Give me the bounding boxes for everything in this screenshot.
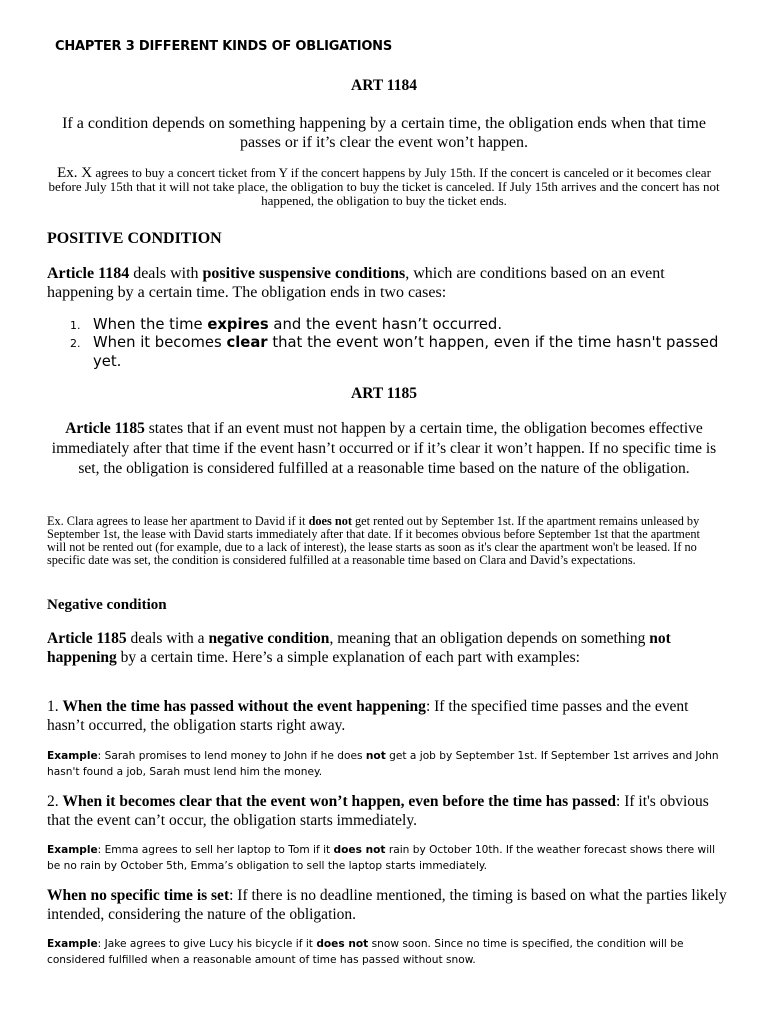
- negative-example-3: Example: Jake agrees to give Lucy his bicycle if it does not snow soon. Since no time is specified, the condition will be considered fulfilled when a reasonable amount of time has passed without snow.: [47, 938, 684, 966]
- article-ref: Article 1185: [65, 420, 145, 437]
- negative-point-3: When no specific time is set: If there is no deadline mentioned, the timing is based on what the parties likely intended, considering the nature of the obligation.: [47, 887, 727, 923]
- list-text: When it becomes clear that the event won’t happen, even if the time hasn't passed yet.: [93, 334, 719, 370]
- art-1184-heading: ART 1184: [351, 77, 417, 94]
- art-1184-summary: If a condition depends on something happening by a certain time, the obligation ends when that time passes or if it’s clear the event won’t happen.: [62, 115, 706, 151]
- negative-point-1: 1. When the time has passed without the event happening: If the specified time passes and the event hasn’t occurred, the obligation starts right away.: [47, 698, 689, 734]
- negative-example-2: Example: Emma agrees to sell her laptop to Tom if it does not rain by October 10th. If the weather forecast shows there will be no rain by October 5th, Emma’s obligation to sell the laptop starts immediately.: [47, 844, 716, 872]
- chapter-title: CHAPTER 3 DIFFERENT KINDS OF OBLIGATIONS: [55, 39, 393, 54]
- list-text: When the time expires and the event hasn’t occurred.: [93, 316, 503, 333]
- list-item: [70, 315, 720, 334]
- term-bold: positive suspensive conditions: [202, 265, 406, 282]
- positive-condition-paragraph: Article 1184 deals with positive suspensive conditions, which are conditions based on an event happening by a certain time. The obligation ends in two cases:: [47, 265, 665, 301]
- negative-condition-heading: Negative condition: [47, 597, 167, 613]
- example-prefix: Ex. X: [57, 165, 93, 181]
- article-ref: Article 1184: [47, 265, 130, 282]
- negative-example-1: Example: Sarah promises to lend money to John if he does not get a job by September 1st. If September 1st arrives and John hasn't found a job, Sarah must lend him the money.: [47, 750, 719, 778]
- list-number: 2.: [70, 337, 81, 350]
- positive-condition-heading: POSITIVE CONDITION: [47, 230, 222, 247]
- art-1184-example: [47, 166, 721, 208]
- art-1185-heading: ART 1185: [351, 385, 417, 402]
- art-1185-example: Ex. Clara agrees to lease her apartment to David if it does not get rented out by September 1st. If the apartment remains unleased by September 1st, the lease with David starts immediately after that date. If it becomes obvious before September 1st that the apartment will not be rented out (for example, due to a lack of interest), the lease starts as soon as it's clear the apartment won't be leased. If no specific date was set, the condition is considered fulfilled at a reasonable time based on Clara and David’s expectations.: [47, 514, 700, 567]
- list-item: [70, 333, 720, 371]
- example-text: agrees to buy a concert ticket from Y if the concert happens by July 15th. If the concert is canceled or it becomes clear before July 15th that it will not take place, the obligation to buy the ticket is canceled. If July 15th arrives and the concert has not happened, the obligation to buy the ticket ends.: [48, 165, 720, 208]
- art-1185-summary: Article 1185 states that if an event must not happen by a certain time, the obligation becomes effective immediately after that time if the event hasn’t occurred or if it’s clear it won’t happen. If no specific time is set, the obligation is considered fulfilled at a reasonable time based on the nature of the obligation.: [51, 420, 717, 477]
- negative-condition-paragraph: Article 1185 deals with a negative condition, meaning that an obligation depends on something not happening by a certain time. Here’s a simple explanation of each part with examples:: [47, 630, 671, 666]
- negative-point-2: 2. When it becomes clear that the event won’t happen, even before the time has passed: If it's obvious that the event can’t occur, the obligation starts immediately.: [47, 793, 709, 829]
- list-number: 1.: [70, 319, 81, 332]
